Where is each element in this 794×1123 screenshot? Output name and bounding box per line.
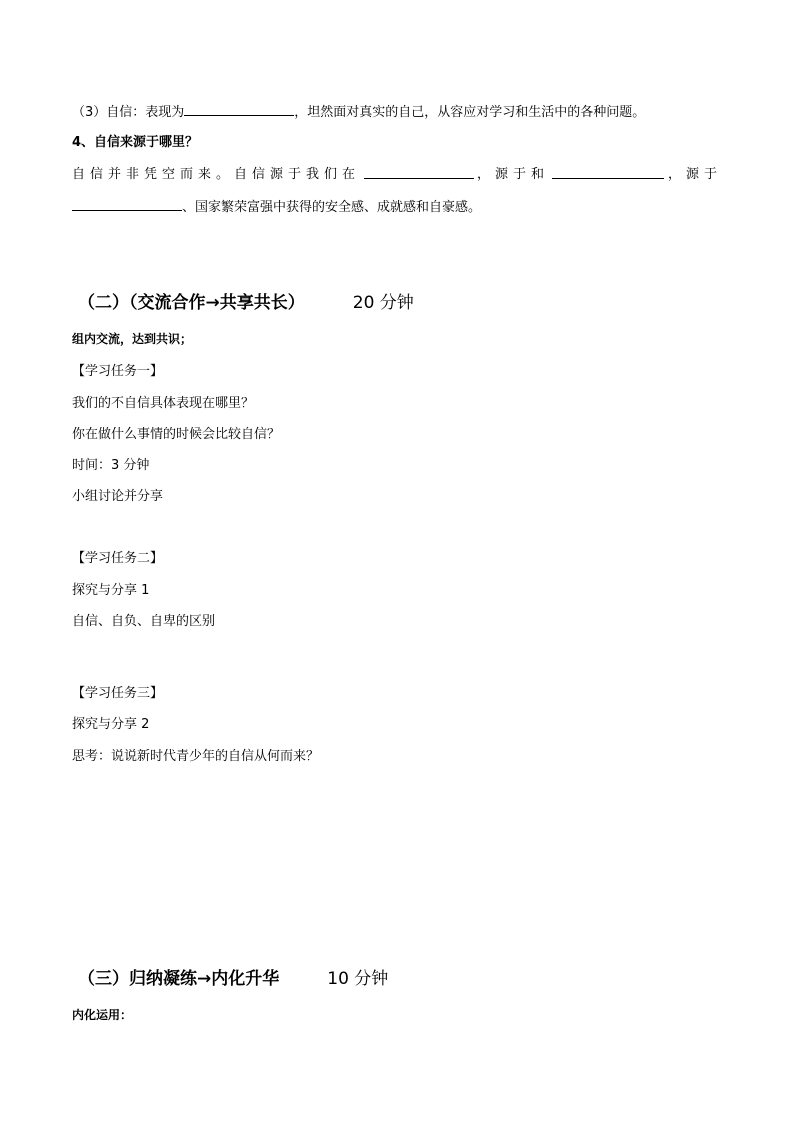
section-2-heading [78,292,414,314]
item-3-prefix: （3）自信：表现为 [72,105,185,120]
source-line-2-suffix: 、国家繁荣富强中获得的安全感、成就感和自豪感。 [182,200,482,215]
task-2-sub: 探究与分享 1 [72,583,150,598]
task-1-action: 小组讨论并分享 [72,489,164,504]
section-2-intro: 组内交流，达到共识； [72,332,193,346]
source-line-2 [72,198,481,217]
task-1-time: 时间：3 分钟 [72,458,150,473]
section-2-duration: 20 分钟 [352,293,414,313]
section-3-duration: 10 分钟 [327,969,389,989]
section-3-intro: 内化运用： [72,1008,133,1022]
source-text-a: 自信并非凭空而来。自信源于我们在 [72,167,361,182]
item-3-line [72,103,645,122]
fill-blank-3[interactable] [552,166,664,179]
task-2-content: 自信、自负、自卑的区别 [72,614,216,629]
section-2-title: （二）（交流合作→共享共长） [78,293,305,313]
section-3-title: （三）归纳凝练→内化升华 [78,969,280,989]
item-3-suffix: ，坦然面对真实的自己，从容应对学习和生活中的各种问题。 [294,105,646,120]
question-4-title: 4、自信来源于哪里？ [72,135,199,150]
task-3-content: 思考：说说新时代青少年的自信从何而来？ [72,749,320,764]
task-1-question-1: 我们的不自信具体表现在哪里？ [72,396,255,411]
fill-blank-1[interactable] [184,103,294,116]
task-1-question-2: 你在做什么事情的时候会比较自信？ [72,427,281,442]
task-3-sub: 探究与分享 2 [72,717,150,732]
section-3-heading [78,968,388,990]
fill-blank-4[interactable] [72,198,182,211]
source-line-1 [72,166,722,184]
source-text-b: ，源于和 [476,167,549,182]
task-2-label: 【学习任务二】 [72,551,164,566]
source-text-c: ，源于 [667,167,722,182]
fill-blank-2[interactable] [364,166,474,179]
task-1-label: 【学习任务一】 [72,364,164,379]
task-3-label: 【学习任务三】 [72,686,164,701]
